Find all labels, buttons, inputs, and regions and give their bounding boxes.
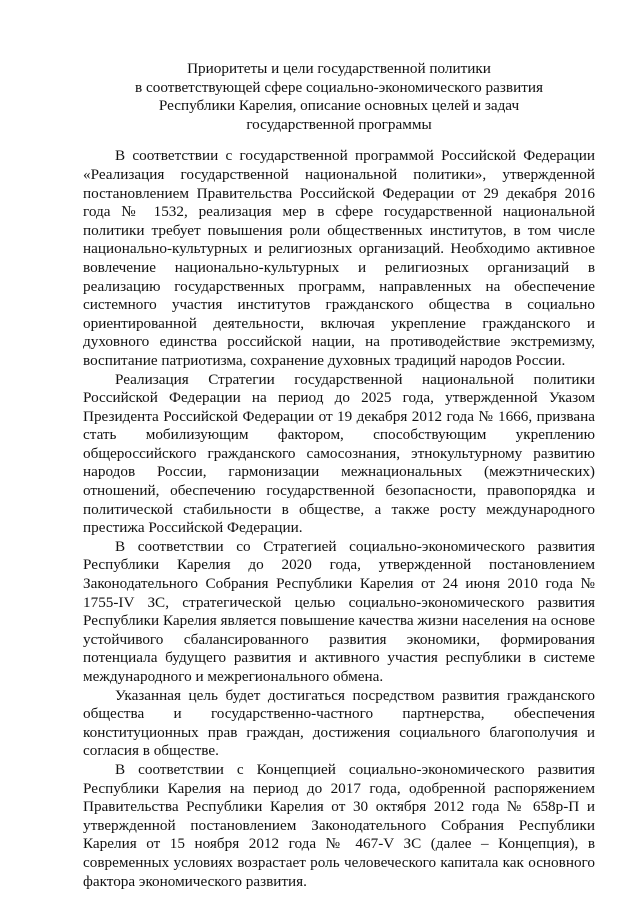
- paragraph-national-policy-strategy: Реализация Стратегии государственной национальной политики Российской Федерации на период до 2025 года, утвержденной Указом Президента Российской Федерации от 19 декабря 2012 года № 1666, призвана стать мобилизующим фактором, способствующим укреплению общероссийского гражданского самосознания, этнокультурному развитию народов России, гармонизации межнациональных (межэтнических) отношений, обеспечению государственной безопасности, правопорядка и политической стабильности в обществе, а также росту международного престижа Российской Федерации.: [83, 370, 595, 537]
- title-line-1: Приоритеты и цели государственной политики: [187, 60, 491, 77]
- title-line-4: государственной программы: [246, 115, 432, 133]
- paragraph-goal-achievement: Указанная цель будет достигаться посредством развития гражданского общества и государственно-частного партнерства, обеспечения конституционных прав граждан, достижения социального благополучия и согласия в обществе.: [83, 686, 595, 760]
- title-line-3: Республики Карелия, описание основных целей и задач: [158, 97, 520, 115]
- section-title: [83, 60, 595, 134]
- title-line-2: в соответствующей сфере социально-экономического развития: [135, 78, 543, 96]
- paragraph-karelia-strategy: В соответствии со Стратегией социально-экономического развития Республики Карелия до 2020 года, утвержденной постановлением Законодательного Собрания Республики Карелия от 24 июня 2010 года № 1755-IV ЗС, стратегической целью социально-экономического развития Республики Карелия является повышение качества жизни населения на основе устойчивого сбалансированного развития экономики, формирования потенциала будущего развития и активного участия республики в системе международного и межрегионального обмена.: [83, 537, 595, 685]
- paragraph-karelia-concept: В соответствии с Концепцией социально-экономического развития Республики Карелия на период до 2017 года, одобренной распоряжением Правительства Республики Карелия от 30 октября 2012 года № 658р-П и утвержденной постановлением Законодательного Собрания Республики Карелия от 15 ноября 2012 года № 467-V ЗС (далее – Концепция), в современных условиях возрастает роль человеческого капитала как основного фактора экономического развития.: [83, 760, 595, 890]
- document-page: [83, 60, 595, 891]
- paragraph-state-program: В соответствии с государственной программой Российской Федерации «Реализация государственной национальной политики», утвержденной постановлением Правительства Российской Федерации от 29 декабря 2016 года № 1532, реализация мер в сфере государственной национальной политики требует повышения роли общественных институтов, в том числе национально-культурных и религиозных организаций. Необходимо активное вовлечение национально-культурных и религиозных организаций в реализацию государственных программ, направленных на обеспечение системного участия институтов гражданского общества в социально ориентированной деятельности, включая укрепление гражданского и духовного единства российской нации, на противодействие экстремизму, воспитание патриотизма, сохранение духовных традиций народов России.: [83, 147, 595, 369]
